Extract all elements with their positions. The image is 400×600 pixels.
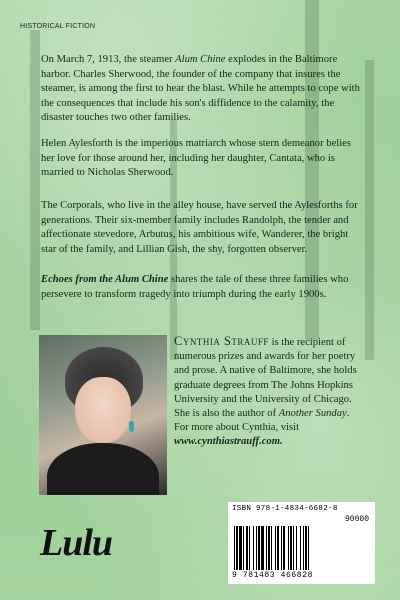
genre-label: HISTORICAL FICTION: [20, 23, 96, 30]
tree-trunk-left: [30, 30, 40, 330]
isbn-barcode: [228, 502, 375, 584]
synopsis-paragraph-3: The Corporals, who live in the alley house, have served the Aylesforths for generations. Their six-member family includes Randolph, the tender and affectionate stevedore, Arbutus, his ambitious wife, Wanderer, the bright star of the family, and Lillian Gish, the shy, forgotten observer.: [41, 200, 358, 255]
author-photo: [39, 335, 167, 495]
price-code: 90000: [344, 515, 369, 524]
barcode-bars: [234, 526, 370, 570]
synopsis-paragraph-4: Echoes from the Alum Chine shares the tale of these three families who persevere to transform tragedy into triumph during the early 1900s.: [41, 274, 349, 300]
synopsis-paragraph-1: On March 7, 1913, the steamer Alum Chine explodes in the Baltimore harbor. Charles Sherwood, the founder of the company that insures the steamer, is among the first to hear the blast. While he attempts to cope with the consequences that include his son's diffidence to the calamity, the disaster touches two other families.: [41, 54, 360, 123]
isbn-text: ISBN 978-1-4834-6682-8: [232, 505, 338, 513]
synopsis-paragraph-2: Helen Aylesforth is the imperious matriarch whose stern demeanor belies her love for those around her, including her daughter, Cantata, who is married to Nicholas Sherwood.: [41, 138, 351, 178]
barcode-number: 9 781483 466828: [232, 571, 314, 580]
publisher-logo: Lulu: [40, 522, 113, 564]
tree-trunk-far-right: [365, 60, 374, 360]
author-bio: Cynthia Strauff is the recipient of numerous prizes and awards for her poetry and prose. A native of Baltimore, she holds graduate degrees from The Johns Hopkins University and the University of Chicago. She is also the author of Another Sunday. For more about Cynthia, visit www.cynthiastrauff.com.: [174, 334, 357, 448]
